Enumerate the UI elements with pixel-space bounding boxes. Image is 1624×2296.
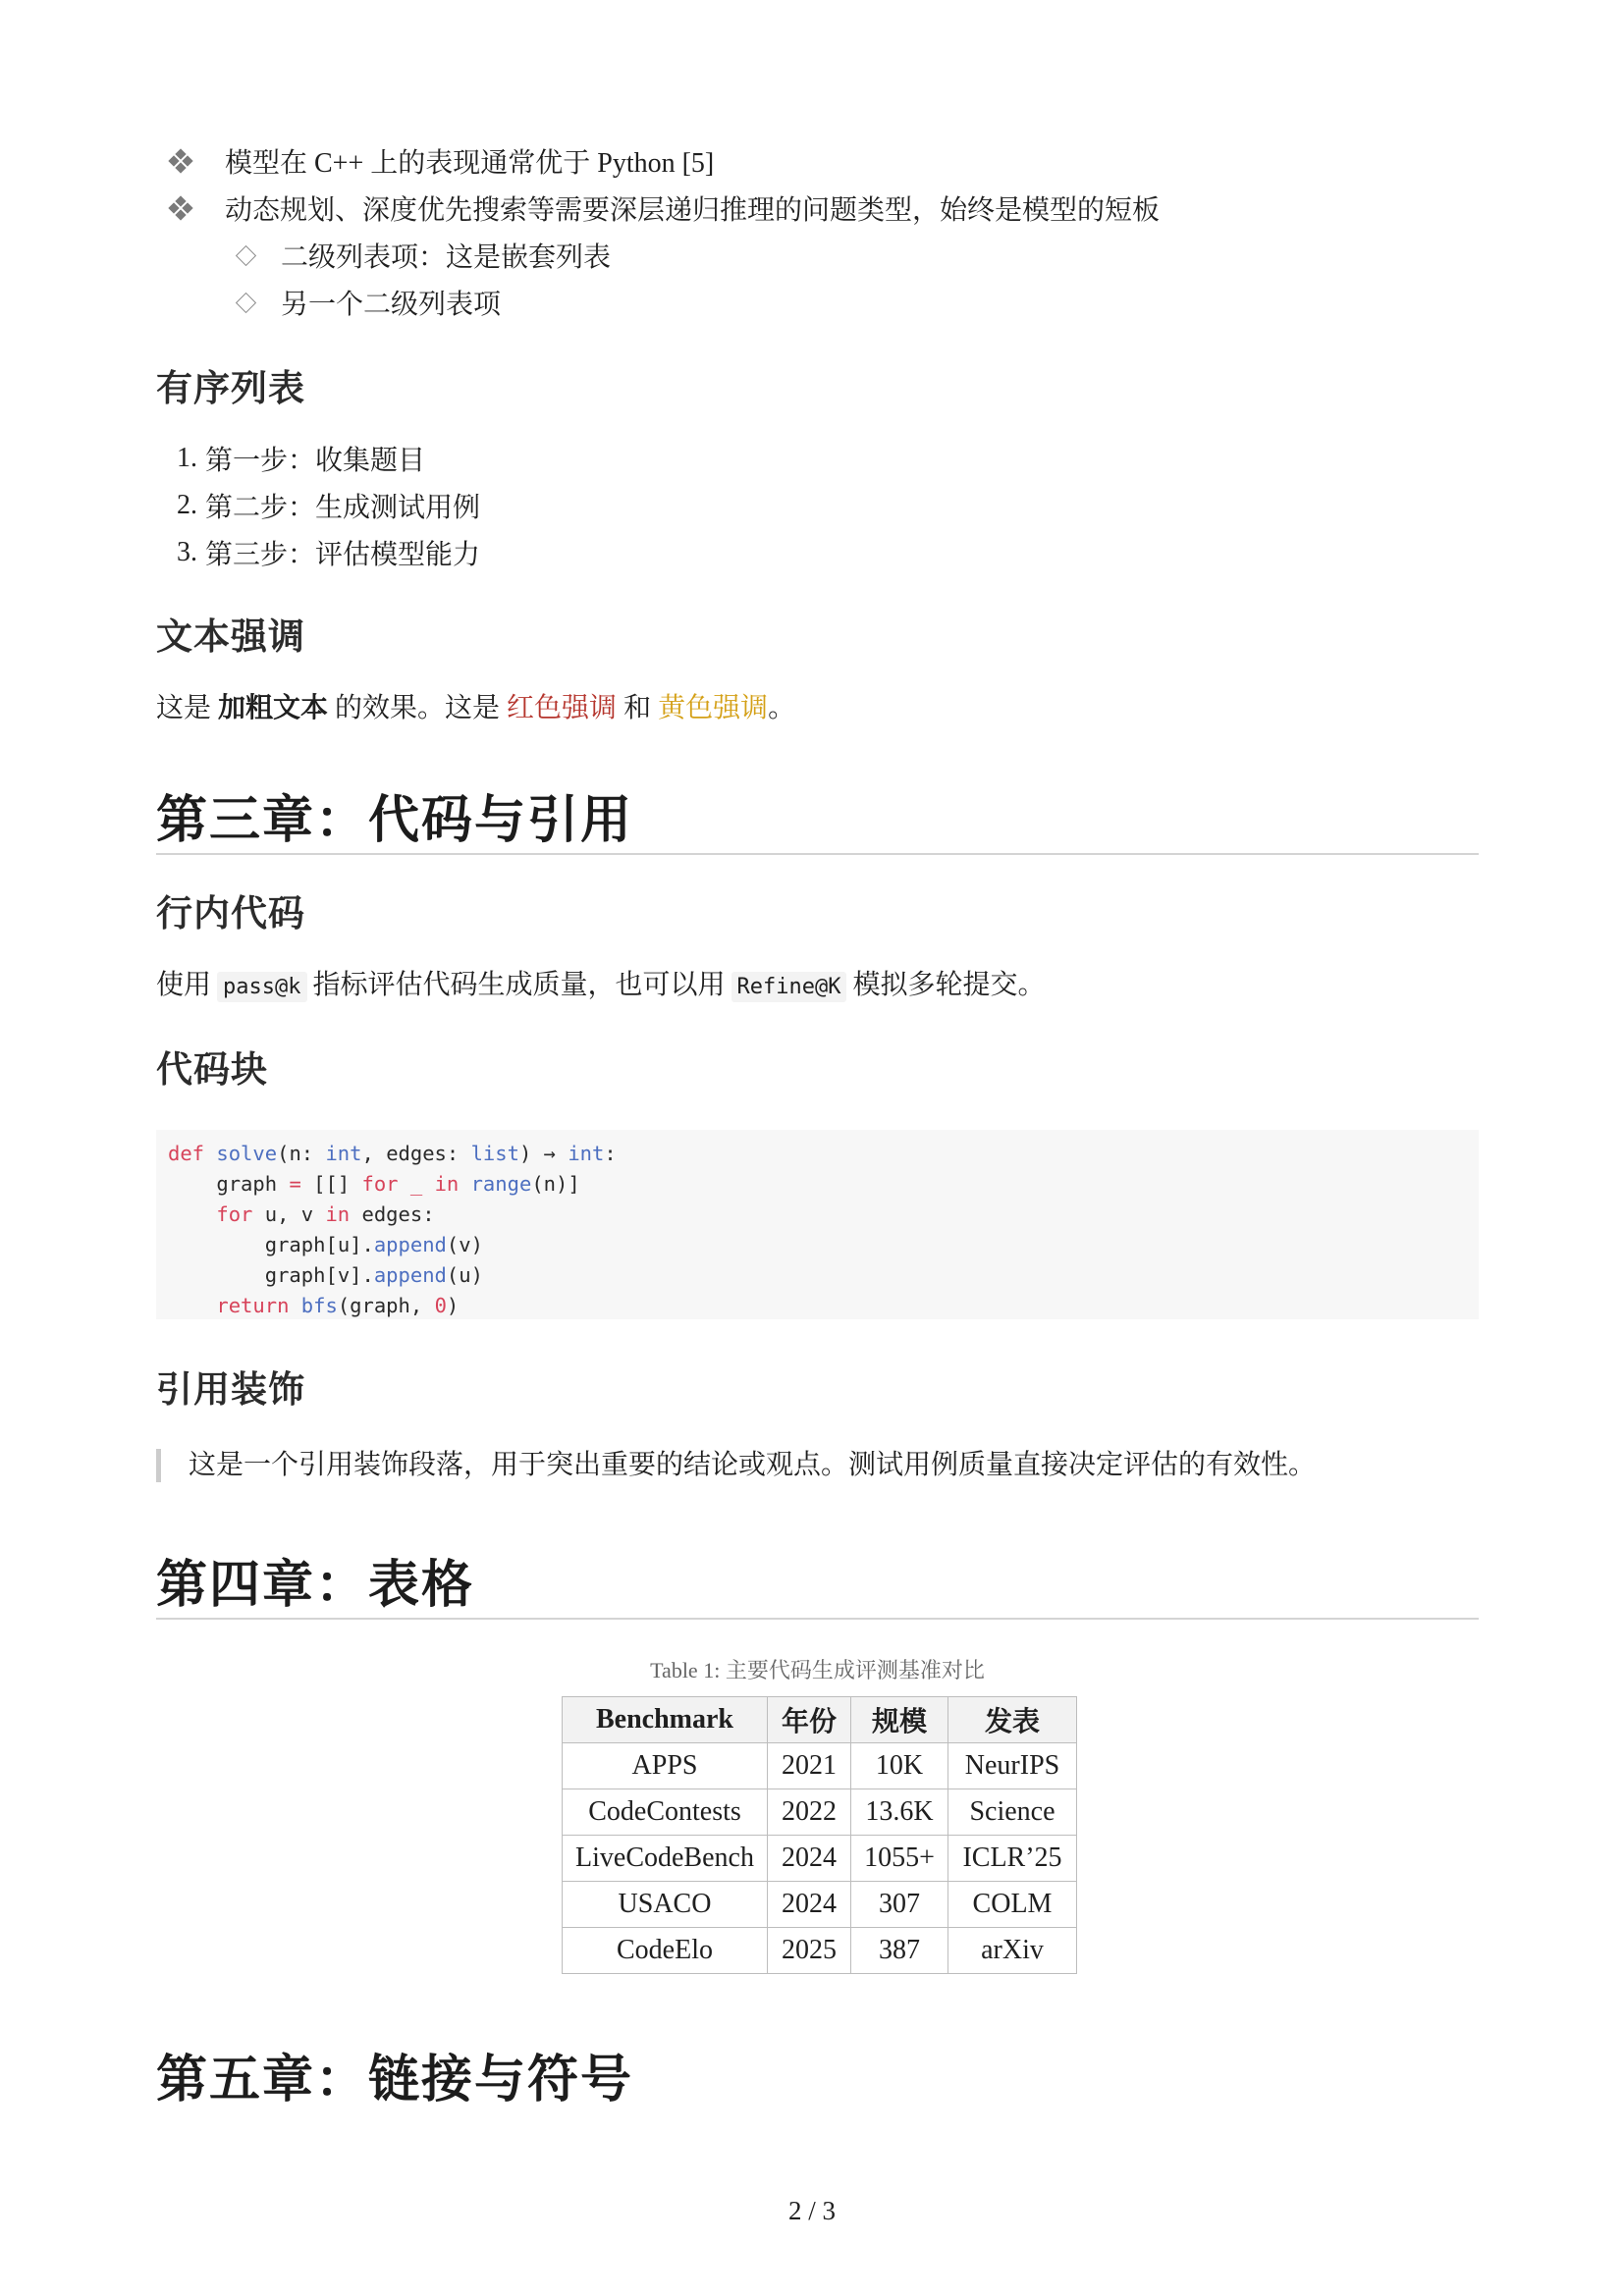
chapter-title: 第三章：代码与引用	[156, 791, 634, 850]
table-cell: arXiv	[948, 1928, 1077, 1974]
table-row	[563, 1882, 1077, 1928]
chapter-title: 第五章：链接与符号	[156, 2051, 634, 2109]
section-heading-inline-code: 行内代码	[156, 892, 305, 934]
text-run: 。	[768, 693, 796, 723]
section-heading-code-block: 代码块	[156, 1048, 268, 1091]
text-run: 使用	[156, 970, 212, 1000]
code-line: graph = [[] for _ in range(n)]	[216, 1172, 580, 1196]
nested-list-item	[156, 232, 1479, 279]
table-caption: Table 1: 主要代码生成评测基准对比	[650, 1658, 985, 1682]
text-run: 这是	[156, 693, 219, 723]
bold-text: 加粗文本	[218, 693, 329, 723]
inline-code: pass@k	[217, 972, 306, 1002]
table-cell: APPS	[563, 1743, 768, 1789]
inline-code: Refine@K	[731, 972, 847, 1002]
table-cell: ICLR’25	[948, 1836, 1077, 1882]
section-heading-ordered-list: 有序列表	[156, 367, 305, 409]
table-cell: 2025	[768, 1928, 851, 1974]
list-item-text: 动态规划、深度优先搜索等需要深层递归推理的问题类型，始终是模型的短板	[225, 195, 1161, 226]
column-header: 规模	[851, 1697, 948, 1743]
ordered-list-text: 第三步：评估模型能力	[205, 540, 481, 570]
table-row	[563, 1743, 1077, 1789]
ordered-list-text: 第二步：生成测试用例	[205, 493, 481, 523]
list-item-text: 模型在 C++ 上的表现通常优于 Python [5]	[225, 148, 715, 179]
table-cell: COLM	[948, 1882, 1077, 1928]
table-row	[563, 1928, 1077, 1974]
page-number: 2 / 3	[787, 2196, 836, 2225]
ordered-list-number: 2.	[177, 490, 197, 520]
section-heading-quote: 引用装饰	[156, 1368, 305, 1411]
ordered-list-item	[156, 482, 480, 529]
inline-code-paragraph	[156, 963, 1046, 1002]
table-row	[563, 1836, 1077, 1882]
table-cell: 10K	[851, 1743, 948, 1789]
text-run: 和	[617, 693, 659, 723]
table-cell: 387	[851, 1928, 948, 1974]
table-header-row	[563, 1697, 1077, 1743]
table-cell: 2022	[768, 1789, 851, 1836]
table-cell: 1055+	[851, 1836, 948, 1882]
table-cell: NeurIPS	[948, 1743, 1077, 1789]
ordered-list	[156, 435, 480, 576]
column-header: 发表	[948, 1697, 1077, 1743]
diamond-bullet-icon	[168, 193, 225, 223]
nested-list-item-text: 另一个二级列表项	[281, 290, 502, 320]
chapter-divider	[156, 853, 1479, 855]
code-line: for u, v in edges:	[216, 1202, 435, 1226]
table-cell: 13.6K	[851, 1789, 948, 1836]
ordered-list-number: 3.	[177, 537, 197, 567]
table-cell: 2021	[768, 1743, 851, 1789]
table-cell: 307	[851, 1882, 948, 1928]
code-line: graph[v].append(u)	[264, 1263, 483, 1287]
text-run: 模拟多轮提交。	[852, 970, 1046, 1000]
section-heading-emphasis: 文本强调	[156, 615, 305, 658]
chapter-divider	[156, 1618, 1479, 1620]
benchmark-table	[562, 1696, 1077, 1974]
table-cell: LiveCodeBench	[563, 1836, 768, 1882]
table-row	[563, 1789, 1077, 1836]
code-line: return bfs(graph, 0)	[216, 1294, 460, 1317]
text-run: 指标评估代码生成质量，也可以用	[312, 970, 726, 1000]
text-run: 的效果。这是	[328, 693, 508, 723]
diamond-bullet-icon	[168, 146, 225, 176]
ordered-list-item	[156, 435, 480, 482]
bullet-list	[156, 137, 1479, 326]
blockquote: 这是一个引用装饰段落，用于突出重要的结论或观点。测试用例质量直接决定评估的有效性。	[156, 1449, 1316, 1482]
code-line: graph[u].append(v)	[264, 1233, 483, 1256]
table-cell: 2024	[768, 1836, 851, 1882]
column-header: 年份	[768, 1697, 851, 1743]
yellow-emphasis: 黄色强调	[658, 693, 769, 723]
chapter-title: 第四章：表格	[156, 1556, 475, 1615]
nested-list-item	[156, 279, 1479, 326]
nested-list-item-text: 二级列表项：这是嵌套列表	[281, 242, 612, 273]
hollow-diamond-icon	[236, 292, 256, 312]
hollow-diamond-icon	[236, 244, 256, 265]
ordered-list-item	[156, 529, 480, 576]
code-line: def solve(n: int, edges: list) → int:	[168, 1142, 617, 1165]
code-block	[156, 1130, 1479, 1319]
table-cell: CodeContests	[563, 1789, 768, 1836]
table-cell: USACO	[563, 1882, 768, 1928]
table-cell: 2024	[768, 1882, 851, 1928]
table-cell: Science	[948, 1789, 1077, 1836]
column-header: Benchmark	[563, 1697, 768, 1743]
table-cell: CodeElo	[563, 1928, 768, 1974]
ordered-list-text: 第一步：收集题目	[205, 446, 426, 476]
emphasis-paragraph	[156, 686, 795, 725]
red-emphasis: 红色强调	[507, 693, 618, 723]
ordered-list-number: 1.	[177, 443, 197, 473]
list-item	[156, 185, 1479, 232]
list-item	[156, 137, 1479, 185]
